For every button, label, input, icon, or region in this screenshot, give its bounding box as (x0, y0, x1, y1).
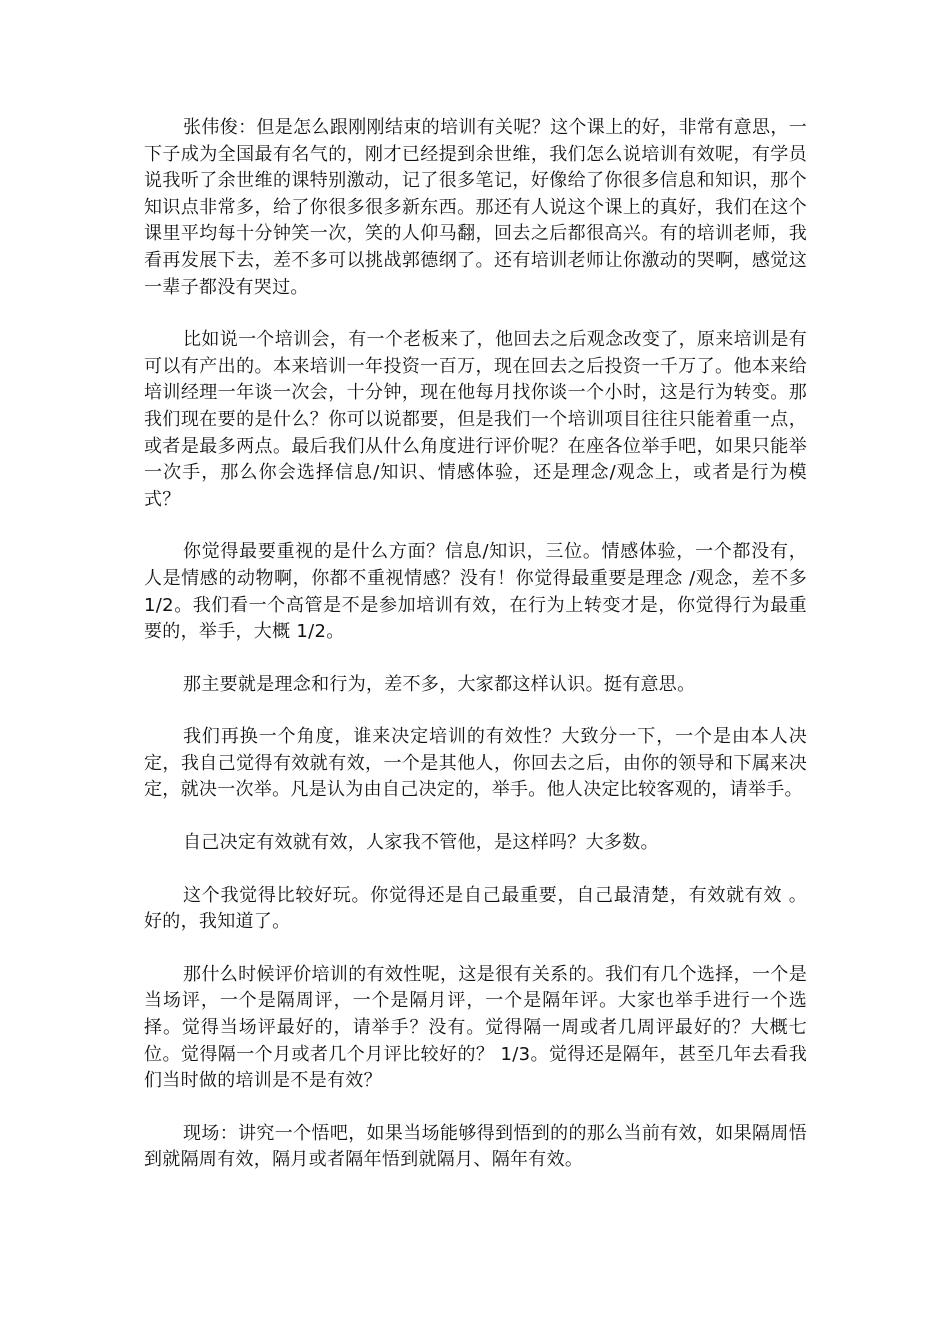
paragraph: 比如说一个培训会，有一个老板来了，他回去之后观念改变了，原来培训是有可以有产出的。本来培训一年投资一百万，现在回去之后投资一千万了。他本来给培训经理一年谈一次会，十分钟，现在他每月找你谈一个小时，这是行为转变。那我们现在要的是什么？你可以说都要，但是我们一个培训项目往往只能着重一点，或者是最多两点。最后我们从什么角度进行评价呢？在座各位举手吧，如果只能举一次手，那么你会选择信息/知识、情感体验，还是理念/观念上，或者是行为模式？ (144, 329, 807, 510)
paragraph: 我们再换一个角度，谁来决定培训的有效性？大致分一下，一个是由本人决定，我自己觉得有效就有效，一个是其他人，你回去之后，由你的领导和下属来决定，就决一次举。凡是认为由自己决定的，举手。他人决定比较客观的，请举手。 (144, 726, 807, 801)
paragraph: 这个我觉得比较好玩。你觉得还是自己最重要，自己最清楚，有效就有效 。好的，我知道了。 (144, 884, 807, 933)
document-page (144, 115, 807, 1200)
paragraph: 那什么时候评价培训的有效性呢，这是很有关系的。我们有几个选择，一个是当场评，一个是隔周评，一个是隔月评，一个是隔年评。大家也举手进行一个选择。觉得当场评最好的，请举手？没有。觉得隔一周或者几周评最好的？大概七位。觉得隔一个月或者几个月评比较好的？ 1/3。觉得还是隔年，甚至几年去看我们当时做的培训是不是有效？ (144, 963, 807, 1092)
paragraph: 自己决定有效就有效，人家我不管他，是这样吗？大多数。 (183, 832, 659, 854)
paragraph: 现场：讲究一个悟吧，如果当场能够得到悟到的的那么当前有效，如果隔周悟到就隔周有效，隔月或者隔年悟到就隔月、隔年有效。 (144, 1122, 807, 1171)
paragraph: 你觉得最要重视的是什么方面？信息/知识，三位。情感体验，一个都没有，人是情感的动物啊，你都不重视情感？没有！你觉得最重要是理念 /观念，差不多 1/2。我们看一个高管是不是参加培训有效，在行为上转变才是，你觉得行为最重要的，举手，大概 1/2。 (144, 541, 807, 643)
paragraph: 那主要就是理念和行为，差不多，大家都这样认识。挺有意思。 (183, 673, 696, 695)
paragraph: 张伟俊：但是怎么跟刚刚结束的培训有关呢？这个课上的好，非常有意思，一下子成为全国最有名气的，刚才已经提到余世维，我们怎么说培训有效呢，有学员说我听了余世维的课特别激动，记了很多笔记，好像给了你很多信息和知识，那个知识点非常多，给了你很多很多新东西。那还有人说这个课上的真好，我们在这个课里平均每十分钟笑一次，笑的人仰马翻，回去之后都很高兴。有的培训老师，我看再发展下去，差不多可以挑战郭德纲了。还有培训老师让你激动的哭啊，感觉这一辈子都没有哭过。 (144, 117, 807, 298)
